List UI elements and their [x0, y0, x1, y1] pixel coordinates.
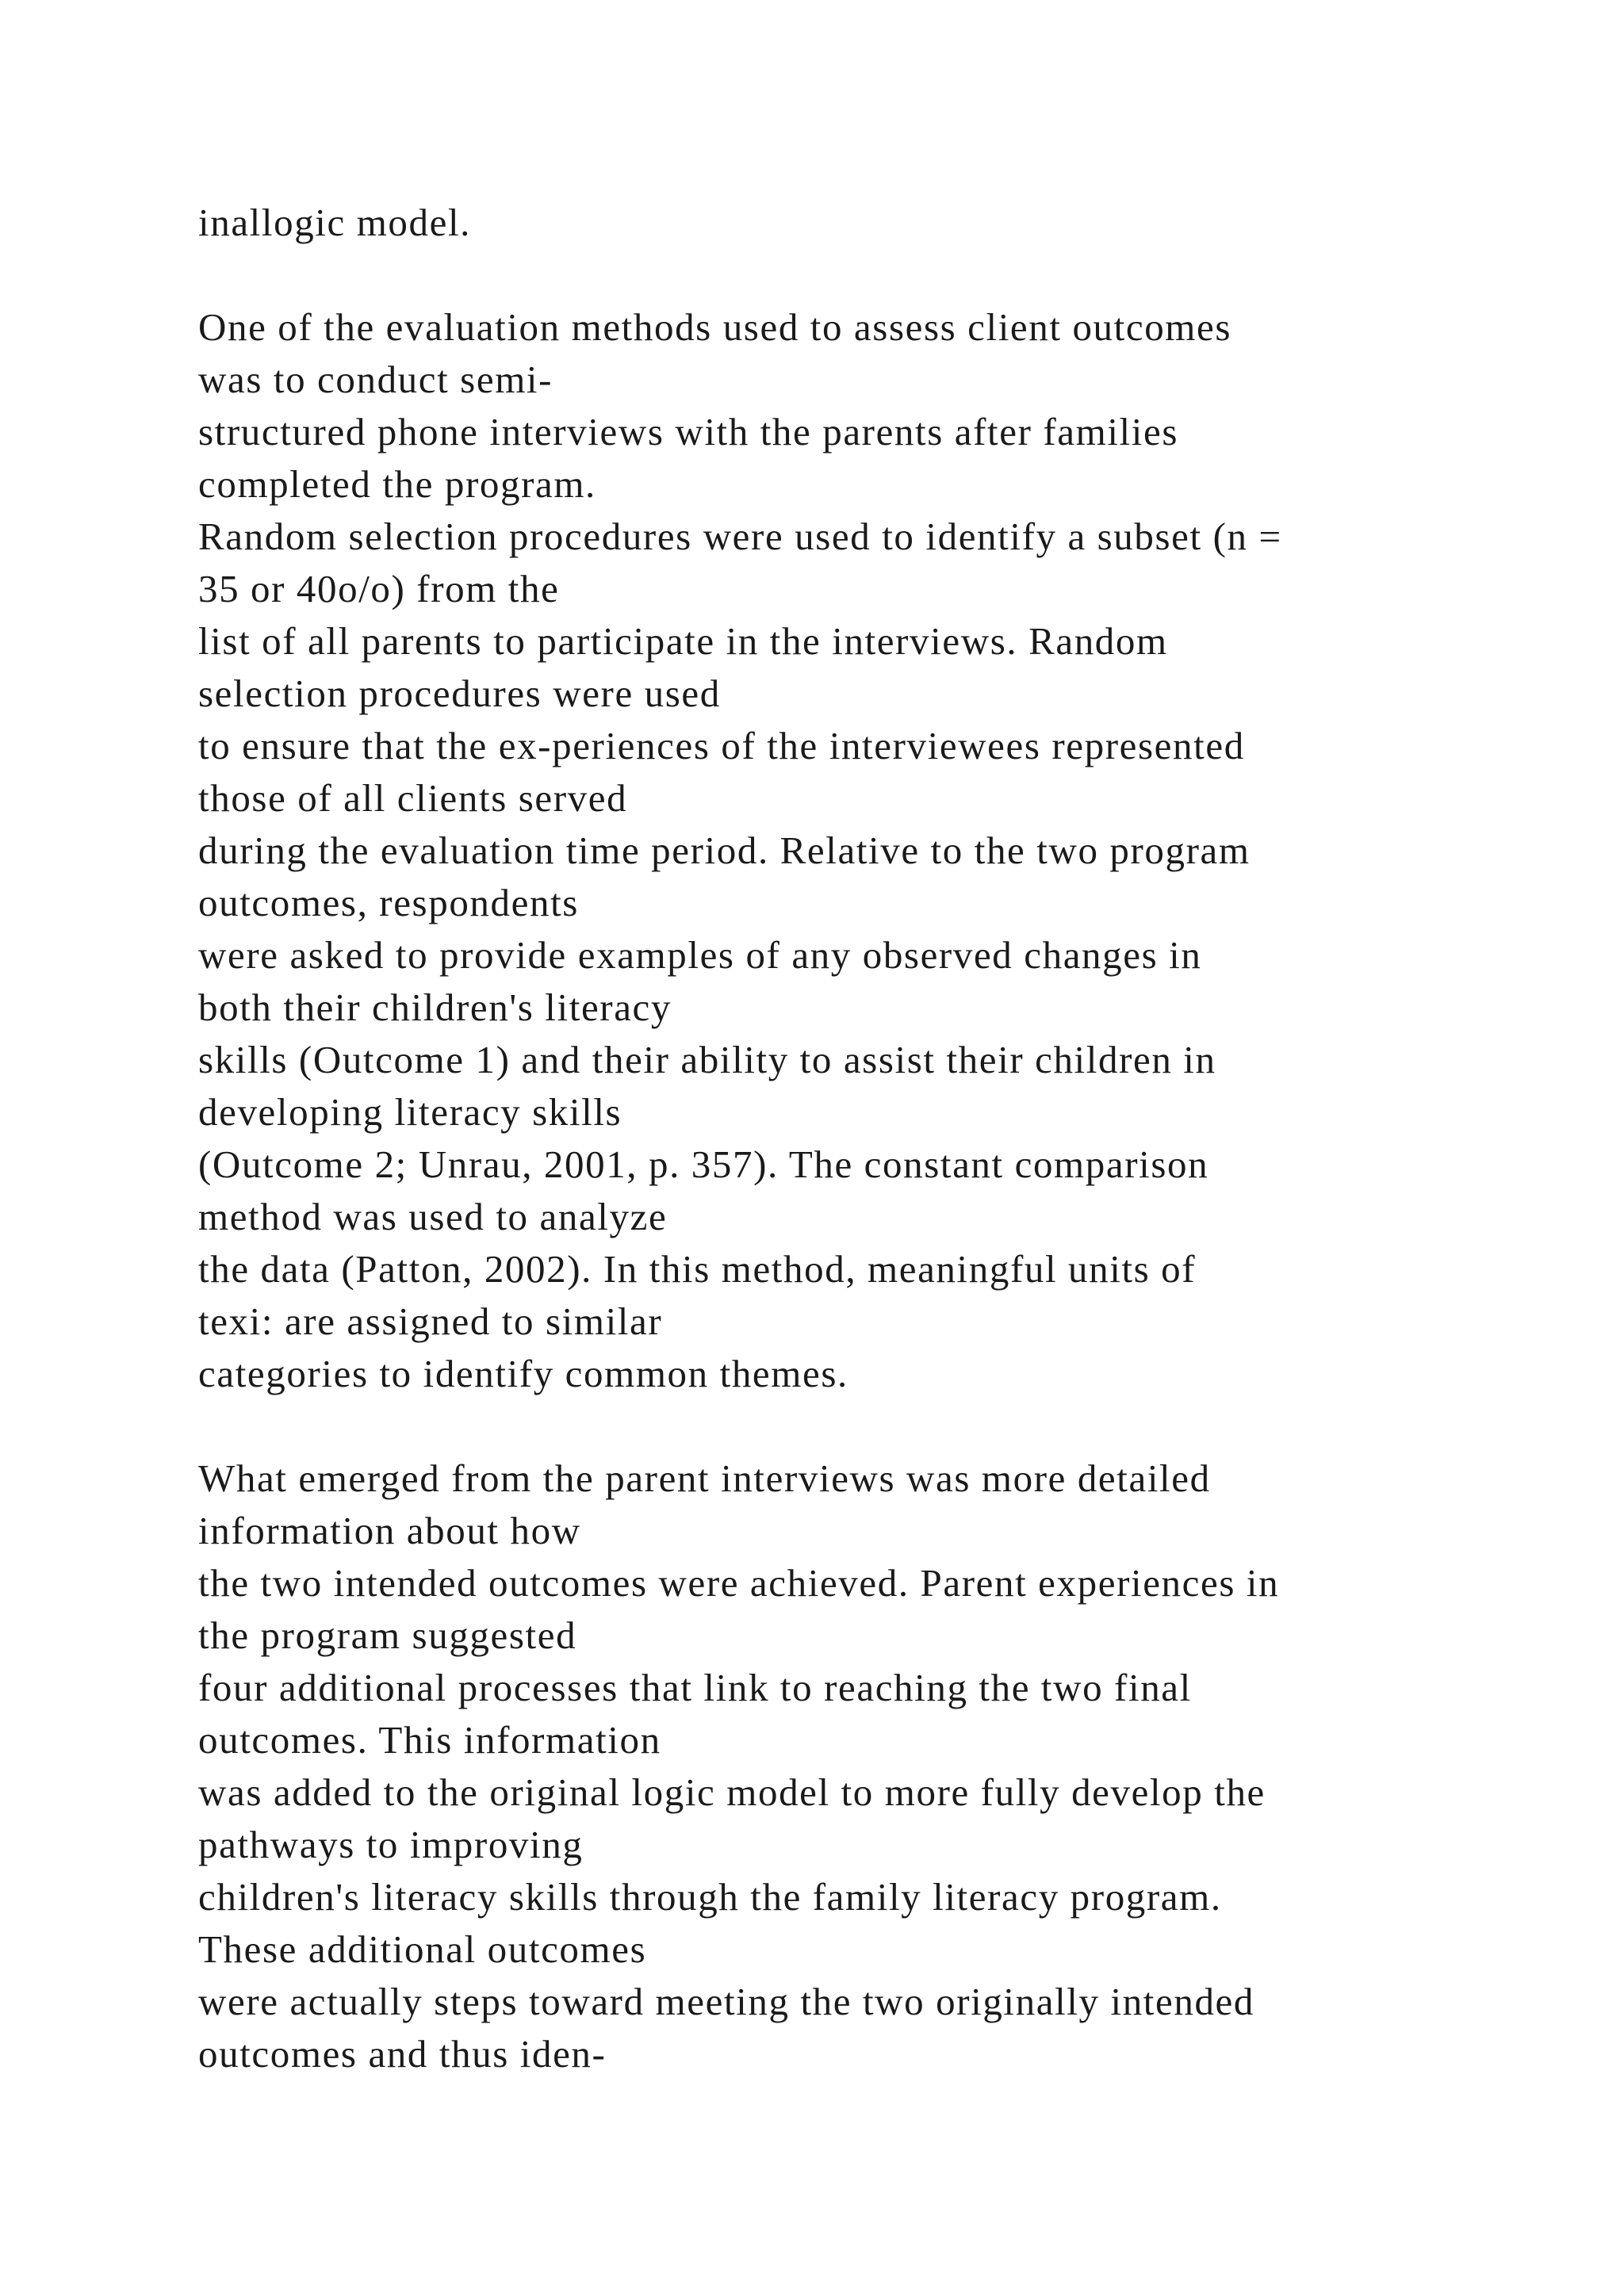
text-line: children's literacy skills through the family literacy program.	[198, 1875, 1222, 1919]
text-line: the program suggested	[198, 1613, 577, 1657]
paragraph-break	[198, 1400, 1546, 1452]
text-line: One of the evaluation methods used to assess client outcomes	[198, 305, 1232, 349]
text-line: skills (Outcome 1) and their ability to assist their children in	[198, 1038, 1216, 1081]
text-line: These additional outcomes	[198, 1927, 647, 1971]
text-line: outcomes and thus iden-	[198, 2032, 607, 2076]
text-line: structured phone interviews with the parents after families	[198, 410, 1178, 453]
text-line: during the evaluation time period. Relative to the two program	[198, 828, 1251, 872]
text-line: Random selection procedures were used to identify a subset (n =	[198, 515, 1282, 558]
body-text	[198, 197, 1546, 2080]
text-line: both their children's literacy	[198, 985, 672, 1029]
text-line: was to conduct semi-	[198, 358, 553, 401]
text-line: was added to the original logic model to more fully develop the	[198, 1770, 1266, 1814]
text-line: method was used to analyze	[198, 1195, 668, 1238]
text-line: outcomes. This information	[198, 1718, 661, 1762]
text-line: were actually steps toward meeting the two originally intended	[198, 1980, 1254, 2023]
text-line: What emerged from the parent interviews was more detailed	[198, 1456, 1211, 1500]
text-line: were asked to provide examples of any observed changes in	[198, 933, 1202, 977]
text-line: those of all clients served	[198, 776, 628, 820]
text-line: the two intended outcomes were achieved. Parent experiences in	[198, 1561, 1280, 1605]
text-line: categories to identify common themes.	[198, 1352, 848, 1395]
text-line: pathways to improving	[198, 1823, 584, 1866]
text-line: list of all parents to participate in the interviews. Random	[198, 619, 1168, 663]
text-line: outcomes, respondents	[198, 881, 579, 924]
text-line: inallogic model.	[198, 201, 472, 244]
text-line: developing literacy skills	[198, 1090, 622, 1134]
text-line: four additional processes that link to reaching the two final	[198, 1666, 1192, 1709]
paragraph-break	[198, 249, 1546, 301]
text-line: to ensure that the ex-periences of the interviewees represented	[198, 724, 1245, 767]
text-line: information about how	[198, 1509, 581, 1552]
text-line: texi: are assigned to similar	[198, 1299, 663, 1343]
text-line: the data (Patton, 2002). In this method, meaningful units of	[198, 1247, 1197, 1291]
text-line: 35 or 40o/o) from the	[198, 567, 560, 610]
text-line: selection procedures were used	[198, 672, 721, 715]
text-line: (Outcome 2; Unrau, 2001, p. 357). The constant comparison	[198, 1142, 1209, 1186]
text-line: completed the program.	[198, 462, 596, 506]
